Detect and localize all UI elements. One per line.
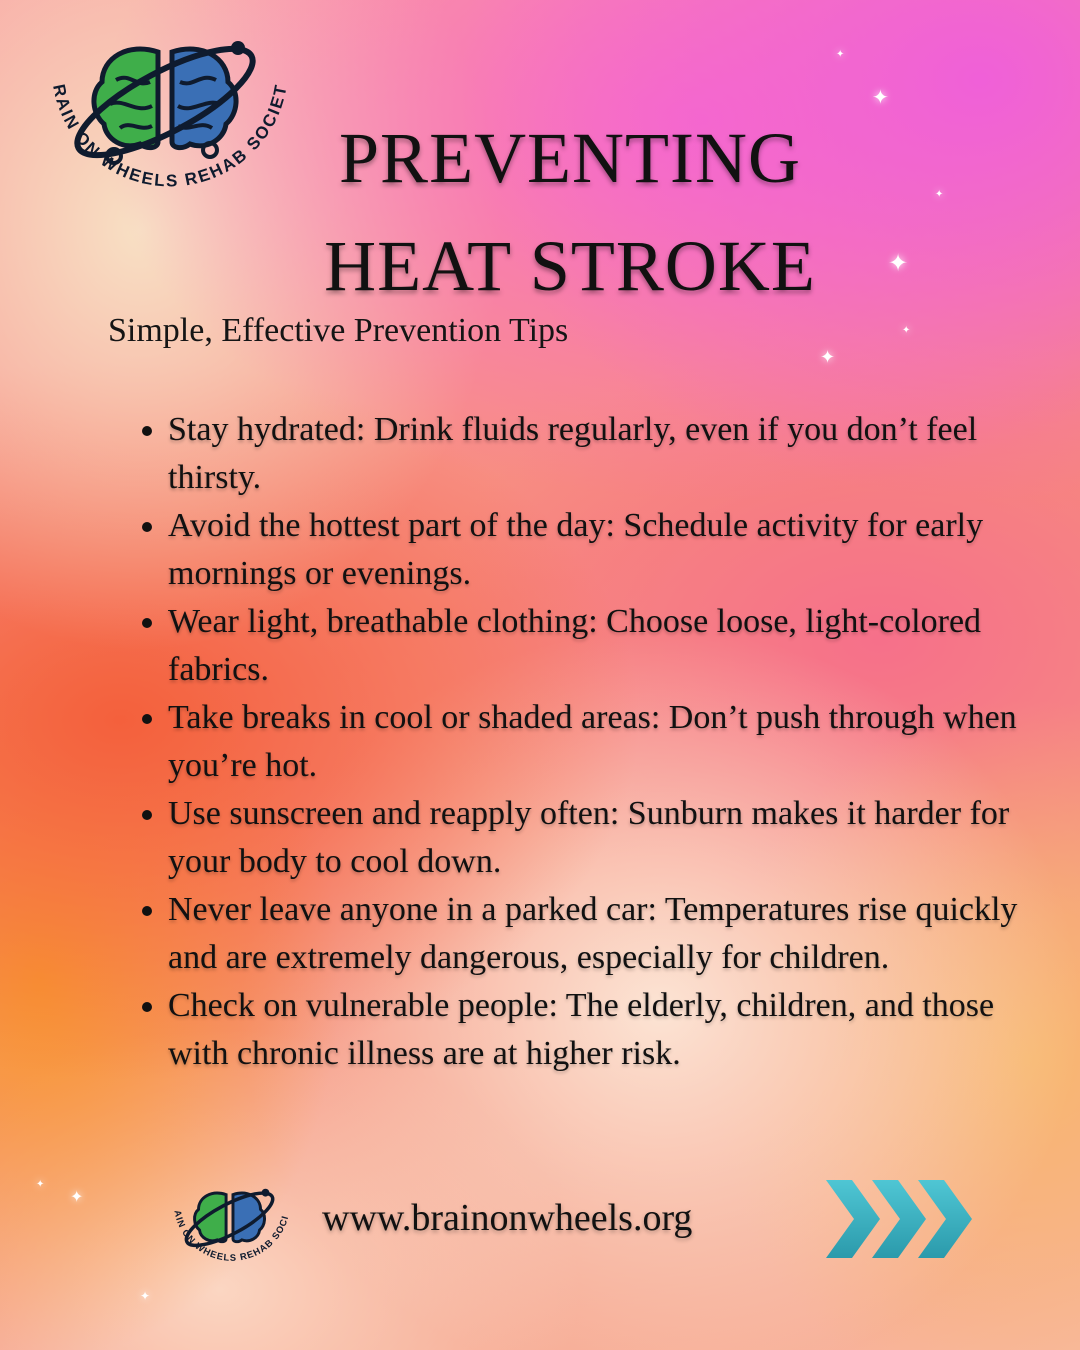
sparkle-icon: ✦ [36, 1179, 45, 1190]
title-line-2: HEAT STROKE [324, 226, 816, 306]
list-item: • Stay hydrated: Drink fluids regularly, even if you don’t feel thirsty. [168, 406, 1048, 502]
list-item: • Use sunscreen and reapply often: Sunburn makes it harder for your body to cool down. [168, 790, 1048, 886]
list-item: • Never leave anyone in a parked car: Temperatures rise quickly and are extremely dangerous, especially for children. [168, 886, 1048, 982]
list-item: • Take breaks in cool or shaded areas: Don’t push through when you’re hot. [168, 694, 1048, 790]
list-item: • Wear light, breathable clothing: Choose loose, light-colored fabrics. [168, 598, 1048, 694]
chevron-triple-right-icon [826, 1178, 976, 1260]
sparkle-icon: ✦ [820, 347, 836, 367]
brain-wheelchair-logo-icon [168, 1184, 296, 1284]
next-button[interactable] [826, 1178, 976, 1260]
logo-text: RAIN ON WHEELS REHAB SOCIET [49, 81, 291, 191]
footer-logo [168, 1184, 296, 1284]
page-title [300, 104, 840, 320]
tips-list [120, 406, 1048, 1078]
sparkle-icon: ✦ [836, 49, 845, 60]
brain-wheelchair-logo-icon [40, 32, 300, 232]
list-item: • Avoid the hottest part of the day: Schedule activity for early mornings or evenings. [168, 502, 1048, 598]
sparkle-icon: ✦ [888, 250, 909, 277]
title-line-1: PREVENTING [339, 118, 801, 198]
subtitle: Simple, Effective Prevention Tips [108, 312, 569, 349]
sparkle-icon: ✦ [70, 1189, 84, 1206]
list-item: • Check on vulnerable people: The elderly, children, and those with chronic illness are at higher risk. [168, 982, 1048, 1078]
sparkle-icon: ✦ [872, 87, 889, 109]
logo-text: AIN ON WHEELS REHAB SOCI [172, 1209, 291, 1263]
sparkle-icon: ✦ [902, 325, 911, 336]
sparkle-icon: ✦ [140, 1289, 151, 1303]
website-link[interactable]: www.brainonwheels.org [322, 1197, 693, 1239]
sparkle-icon: ✦ [935, 189, 944, 200]
brand-logo [40, 32, 300, 232]
